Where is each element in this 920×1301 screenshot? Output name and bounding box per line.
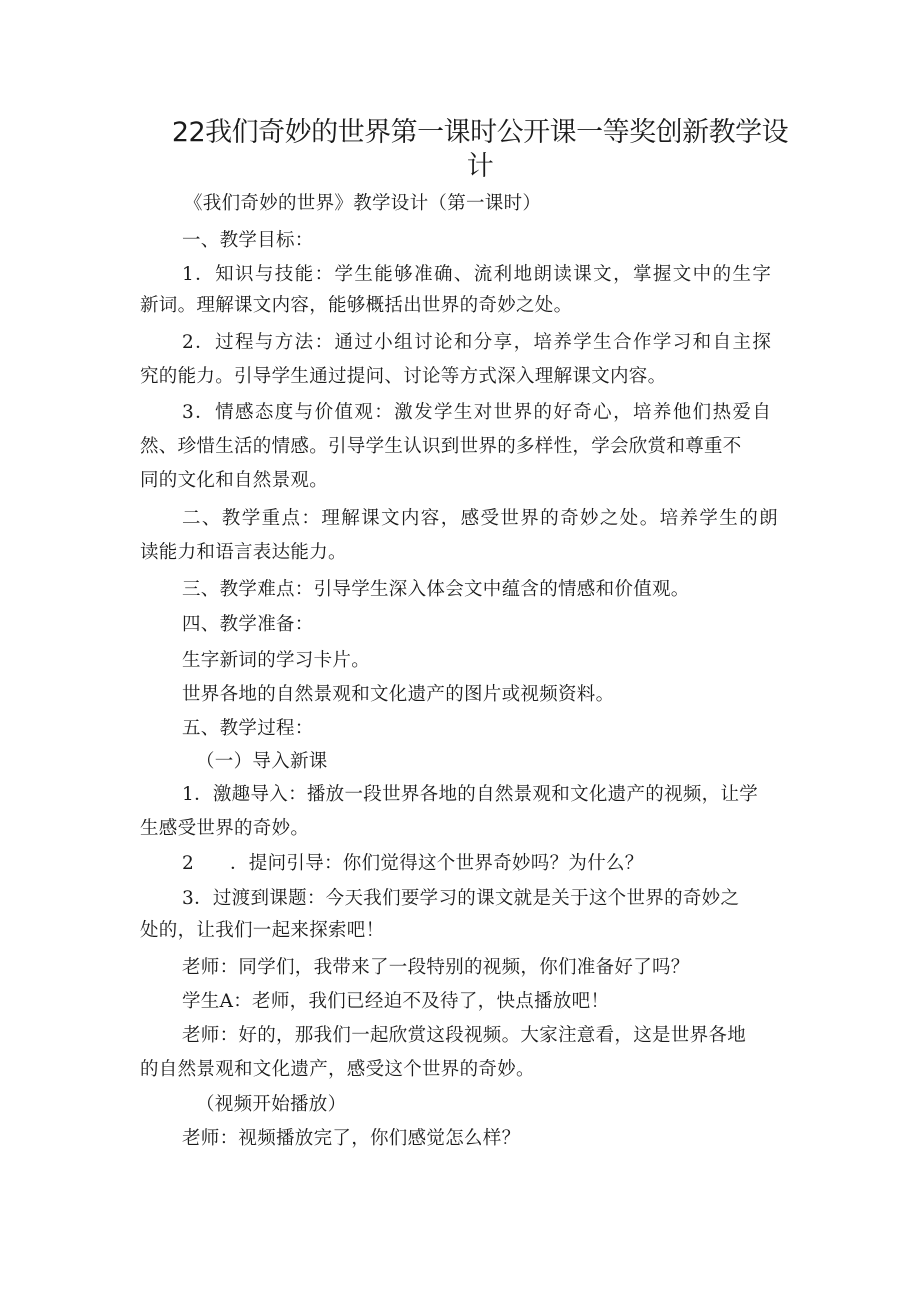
objectives-heading: 一、教学目标：	[182, 230, 314, 251]
dialogue-teacher-2-line-2: 的自然景观和文化遗产，感受这个世界的奇妙。	[140, 1059, 535, 1080]
document-subtitle: 《我们奇妙的世界》教学设计（第一课时）	[184, 193, 542, 214]
process-heading: 五、教学过程：	[182, 718, 314, 739]
objective-2-line-2: 究的能力。引导学生通过提问、讨论等方式深入理解课文内容。	[140, 366, 667, 387]
difficulties: 三、教学难点：引导学生深入体会文中蕴含的情感和价值观。	[182, 579, 690, 600]
objective-1-line-1: 1．知识与技能：学生能够准确、流利地朗读课文，掌握文中的生字	[182, 264, 773, 285]
objective-2-line-1: 2．过程与方法：通过小组讨论和分享，培养学生合作学习和自主探	[182, 332, 773, 353]
document-title-line-1: 22我们奇妙的世界第一课时公开课一等奖创新教学设	[171, 117, 789, 148]
dialogue-student-a: 学生A：老师，我们已经迫不及待了，快点播放吧！	[182, 991, 610, 1012]
process-step-1-line-2: 生感受世界的奇妙。	[140, 818, 310, 839]
preparation-heading: 四、教学准备：	[182, 614, 314, 635]
dialogue-teacher-2-line-1: 老师：好的，那我们一起欣赏这段视频。大家注意看，这是世界各地	[182, 1025, 747, 1046]
objective-3-line-2: 然、珍惜生活的情感。引导学生认识到世界的多样性，学会欣赏和尊重不	[140, 436, 742, 457]
objective-3-line-3: 同的文化和自然景观。	[140, 470, 329, 491]
process-step-1-line-1: 1．激趣导入：播放一段世界各地的自然景观和文化遗产的视频，让学	[182, 784, 759, 805]
objective-1-line-2: 新词。理解课文内容，能够概括出世界的奇妙之处。	[140, 295, 573, 316]
process-step-3-line-2: 处的，让我们一起来探索吧！	[140, 920, 385, 941]
process-step-2-text: ．提问引导：你们觉得这个世界奇妙吗？为什么？	[230, 853, 644, 874]
process-section-1: （一）导入新课	[196, 751, 328, 772]
document-title-line-2: 计	[466, 151, 494, 182]
process-step-3-line-1: 3．过渡到课题：今天我们要学习的课文就是关于这个世界的奇妙之	[182, 888, 740, 909]
preparation-item-2: 世界各地的自然景观和文化遗产的图片或视频资料。	[182, 684, 615, 705]
preparation-item-1: 生字新词的学习卡片。	[182, 650, 371, 671]
key-points-line-2: 读能力和语言表达能力。	[140, 542, 347, 563]
objective-3-line-1: 3．情感态度与价值观：激发学生对世界的好奇心，培养他们热爱自	[182, 402, 773, 423]
dialogue-teacher-3: 老师：视频播放完了，你们感觉怎么样？	[182, 1128, 521, 1149]
key-points-line-1: 二、教学重点：理解课文内容，感受世界的奇妙之处。培养学生的朗	[182, 508, 780, 529]
dialogue-teacher-1: 老师：同学们，我带来了一段特别的视频，你们准备好了吗？	[182, 957, 690, 978]
process-step-2-number: 2	[182, 853, 195, 874]
stage-note: （视频开始播放）	[196, 1094, 347, 1115]
